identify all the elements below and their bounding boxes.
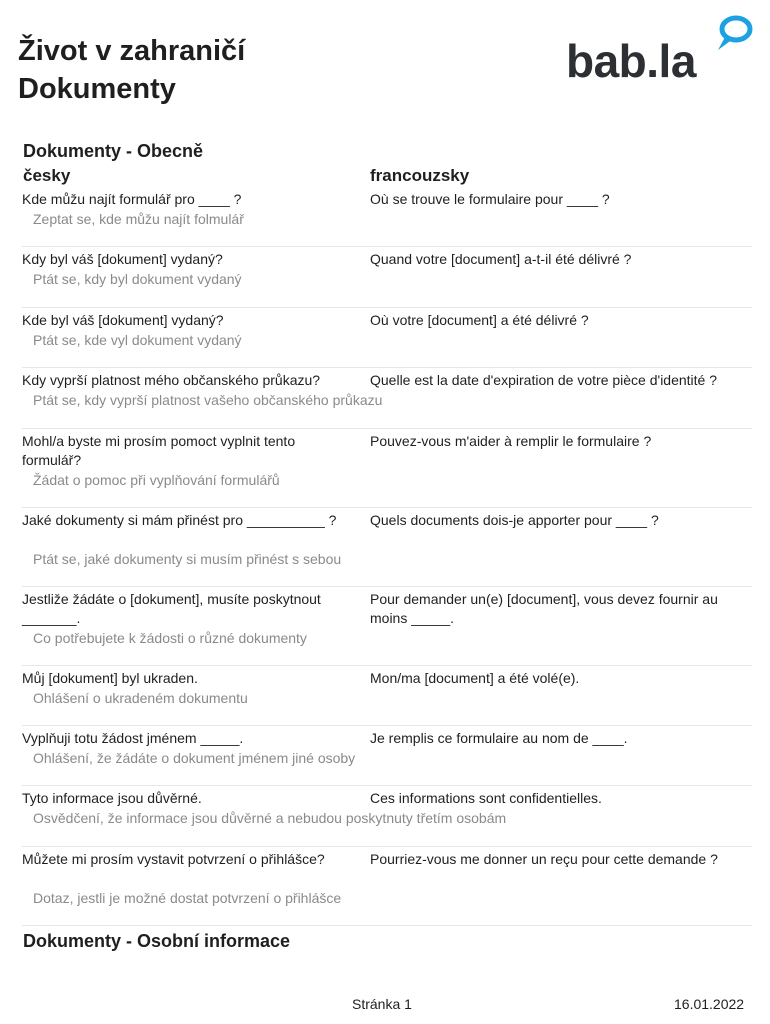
phrase-note: Ptát se, kdy vyprší platnost vašeho občanského průkazu (33, 392, 383, 409)
phrase-czech: Jaké dokumenty si mám přinést pro __________ ? (22, 511, 337, 528)
page-number: Stránka 1 (352, 996, 412, 1012)
document-date: 16.01.2022 (674, 996, 745, 1012)
phrase-french: Quels documents dois-je apporter pour ____ ? (370, 511, 659, 528)
phrase-row (22, 508, 752, 587)
phrase-row (22, 429, 752, 508)
phrase-french: Mon/ma [document] a été volé(e). (370, 669, 580, 686)
phrase-row (22, 368, 752, 428)
page-title-line2: Dokumenty (18, 73, 176, 105)
phrase-czech: Jestliže žádáte o [dokument], musíte poskytnout _______. (22, 590, 321, 626)
phrase-row (22, 726, 752, 786)
phrase-note: Co potřebujete k žádosti o různé dokumenty (33, 629, 307, 646)
phrase-french: Ces informations sont confidentielles. (370, 790, 602, 807)
page-title-line1: Život v zahraničí (18, 35, 246, 67)
phrase-note: Osvědčení, že informace jsou důvěrné a nebudou poskytnuty třetím osobám (33, 810, 507, 827)
phrase-note: Dotaz, jestli je možné dostat potvrzení o přihlášce (33, 889, 342, 906)
section-heading-general: Dokumenty - Obecně (23, 141, 204, 161)
phrase-list (22, 187, 752, 926)
babla-logo (566, 14, 756, 87)
phrase-note: Ptát se, kde vyl dokument vydaný (33, 331, 242, 348)
phrase-row (22, 847, 752, 926)
phrase-czech: Kde byl váš [dokument] vydaný? (22, 311, 224, 328)
phrase-french: Quand votre [document] a-t-il été délivré ? (370, 251, 632, 268)
phrase-row (22, 308, 752, 368)
section-heading-personal: Dokumenty - Osobní informace (23, 931, 291, 951)
phrase-french: Où votre [document] a été délivré ? (370, 311, 589, 328)
phrase-note: Ptát se, jaké dokumenty si musím přinést s sebou (33, 550, 342, 567)
phrase-note: Ohlášení o ukradeném dokumentu (33, 689, 248, 706)
speech-bubble-icon (706, 14, 754, 54)
phrase-row (22, 786, 752, 846)
phrase-french: Quelle est la date d'expiration de votre pièce d'identité ? (370, 372, 718, 389)
phrase-row (22, 587, 752, 666)
phrase-french: Pour demander un(e) [document], vous devez fournir au moins _____. (370, 590, 718, 626)
phrase-row (22, 247, 752, 307)
phrase-czech: Mohl/a byste mi prosím pomoct vyplnit tento formulář? (22, 432, 296, 468)
page-title (18, 32, 245, 108)
phrase-french: Pourriez-vous me donner un reçu pour cette demande ? (370, 850, 718, 867)
phrase-french: Pouvez-vous m'aider à remplir le formulaire ? (370, 432, 652, 449)
phrase-czech: Kdy byl váš [dokument] vydaný? (22, 251, 223, 268)
phrase-french: Où se trouve le formulaire pour ____ ? (370, 191, 610, 207)
phrase-note: Ohlášení, že žádáte o dokument jménem jiné osoby (33, 749, 356, 766)
phrase-czech: Tyto informace jsou důvěrné. (22, 790, 202, 807)
column-header-french: francouzsky (370, 166, 470, 185)
phrase-row (22, 666, 752, 726)
phrase-czech: Kdy vyprší platnost mého občanského průkazu? (22, 372, 321, 389)
phrase-note: Ptát se, kdy byl dokument vydaný (33, 271, 242, 288)
phrase-row (22, 187, 752, 247)
phrase-czech: Vyplňuji totu žádost jménem _____. (22, 729, 244, 746)
column-header-czech: česky (23, 166, 71, 185)
phrase-czech: Kde můžu najít formulář pro ____ ? (22, 191, 242, 207)
phrase-czech: Můžete mi prosím vystavit potvrzení o přihlášce? (22, 850, 325, 867)
logo-text: bab.la (566, 35, 696, 87)
phrase-czech: Můj [dokument] byl ukraden. (22, 669, 198, 686)
phrase-french: Je remplis ce formulaire au nom de ____. (370, 729, 628, 746)
phrase-note: Žádat o pomoc při vyplňování formulářů (33, 471, 280, 488)
phrase-note: Zeptat se, kde můžu najít folmulář (33, 211, 244, 227)
